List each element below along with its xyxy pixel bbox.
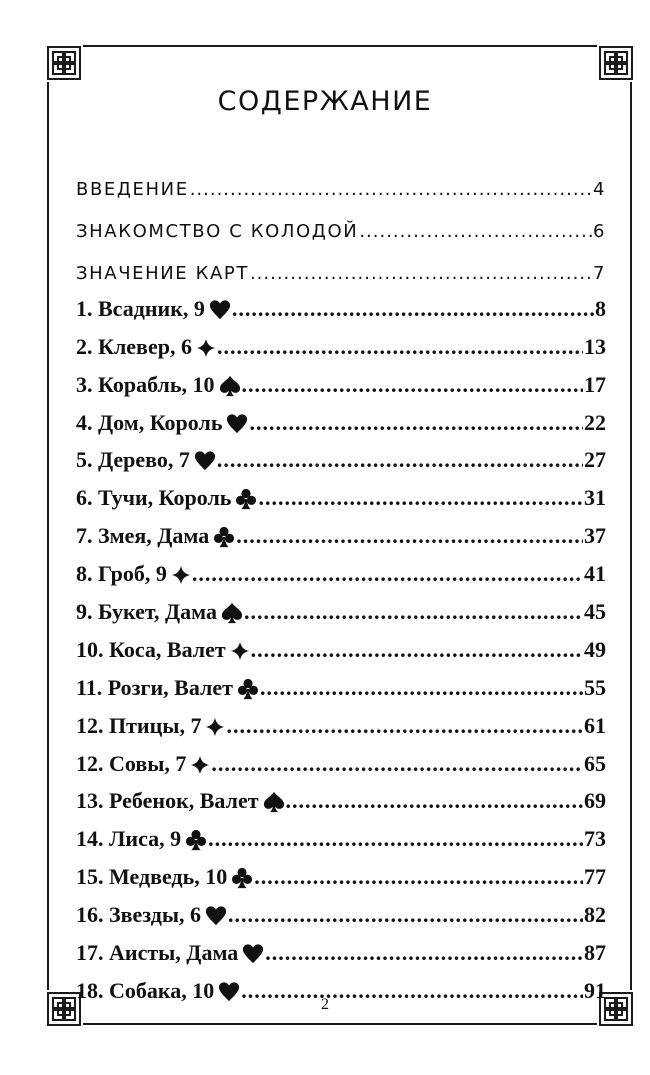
toc-page-number: 37 <box>584 523 606 549</box>
spade-icon <box>219 375 241 398</box>
toc-page-number: 13 <box>584 333 606 359</box>
toc-entry-row[interactable] <box>76 814 606 852</box>
toc-entry-title: ЗНАЧЕНИЕ КАРТ <box>76 263 249 284</box>
dot-leader <box>250 263 592 284</box>
toc-entry-title: 17. Аисты, Дама <box>76 940 239 966</box>
toc-page-number: 77 <box>584 864 606 890</box>
dot-leader <box>254 864 583 890</box>
toc-entry-row[interactable] <box>76 852 606 890</box>
toc-page-number: 65 <box>584 750 606 776</box>
toc-entry-row[interactable] <box>76 360 606 398</box>
toc-page-number: 22 <box>584 409 606 435</box>
toc-entry-title: 11. Розги, Валет <box>76 674 233 700</box>
club-icon <box>235 488 257 511</box>
club-icon <box>185 829 207 852</box>
toc-entry-title: 8. Гроб, 9 <box>76 561 167 587</box>
toc-entry-title: ЗНАКОМСТВО С КОЛОДОЙ <box>76 221 359 242</box>
diamond-icon <box>205 716 225 739</box>
toc-page-number: 7 <box>592 263 606 284</box>
toc-entry-row[interactable] <box>76 701 606 739</box>
toc-entry-title: 13. Ребенок, Валет <box>76 788 259 814</box>
toc-entry-title: 18. Собака, 10 <box>76 977 215 1003</box>
toc-page-number: 31 <box>584 485 606 511</box>
corner-ornament-icon <box>45 44 83 82</box>
dot-leader <box>232 296 594 322</box>
toc-page-number: 91 <box>584 977 606 1003</box>
heart-icon <box>194 450 216 473</box>
toc-entry-title: 2. Клевер, 6 <box>76 333 192 359</box>
toc-entry-title: 10. Коса, Валет <box>76 636 226 662</box>
heart-icon <box>242 943 264 966</box>
diamond-icon <box>171 564 191 587</box>
toc-entry-row[interactable] <box>76 663 606 701</box>
toc-page-number: 6 <box>592 221 606 242</box>
dot-leader <box>190 179 592 200</box>
toc-section-row[interactable] <box>76 200 606 242</box>
toc-page-number: 55 <box>584 674 606 700</box>
toc-page-number: 73 <box>584 826 606 852</box>
toc-entry-row[interactable] <box>76 549 606 587</box>
dot-leader <box>251 637 583 663</box>
diamond-icon <box>230 640 250 663</box>
dot-leader <box>260 675 583 701</box>
club-icon <box>231 867 253 890</box>
toc-page-number: 27 <box>584 447 606 473</box>
toc-page-number: 41 <box>584 561 606 587</box>
toc-entry-row[interactable] <box>76 511 606 549</box>
toc-entry-row[interactable] <box>76 625 606 663</box>
toc-page-number: 87 <box>584 940 606 966</box>
toc-entry-title: 3. Корабль, 10 <box>76 371 215 397</box>
dot-leader <box>249 410 583 436</box>
toc-entry-row[interactable] <box>76 284 606 322</box>
page-title: СОДЕРЖАНИЕ <box>217 86 433 117</box>
toc-entry-title: ВВЕДЕНИЕ <box>76 179 189 200</box>
dot-leader <box>226 713 583 739</box>
toc-entry-row[interactable] <box>76 473 606 511</box>
toc-entry-title: 1. Всадник, 9 <box>76 295 205 321</box>
toc-page-number: 4 <box>592 179 606 200</box>
spade-icon <box>263 791 285 814</box>
dot-leader <box>242 372 583 398</box>
toc-page-number: 17 <box>584 371 606 397</box>
dot-leader <box>359 221 592 242</box>
toc-page-number: 82 <box>584 902 606 928</box>
toc-entry-title: 6. Тучи, Король <box>76 485 232 511</box>
toc-entry-row[interactable] <box>76 928 606 966</box>
toc-entry-row[interactable] <box>76 322 606 360</box>
toc-entry-title: 14. Лиса, 9 <box>76 826 182 852</box>
toc-section-row[interactable] <box>76 158 606 200</box>
heart-icon <box>205 905 227 928</box>
dot-leader <box>236 523 583 549</box>
diamond-icon <box>196 337 216 360</box>
toc-entry-title: 4. Дом, Король <box>76 409 223 435</box>
heart-icon <box>226 413 248 436</box>
table-of-contents <box>76 158 606 1004</box>
toc-entry-title: 7. Змея, Дама <box>76 523 210 549</box>
toc-entry-title: 15. Медведь, 10 <box>76 864 228 890</box>
dot-leader <box>217 447 583 473</box>
toc-page-number: 8 <box>595 295 606 321</box>
toc-entry-title: 16. Звезды, 6 <box>76 902 202 928</box>
diamond-icon <box>190 754 210 777</box>
toc-page-number: 61 <box>584 712 606 738</box>
dot-leader <box>211 751 583 777</box>
page-number: 2 <box>321 996 329 1013</box>
dot-leader <box>192 561 583 587</box>
toc-entry-title: 12. Птицы, 7 <box>76 712 202 738</box>
toc-entry-row[interactable] <box>76 587 606 625</box>
toc-entry-row[interactable] <box>76 890 606 928</box>
toc-entry-row[interactable] <box>76 436 606 474</box>
dot-leader <box>228 902 583 928</box>
dot-leader <box>286 788 583 814</box>
club-icon <box>237 678 259 701</box>
toc-page-number: 45 <box>584 599 606 625</box>
toc-entry-row[interactable] <box>76 398 606 436</box>
toc-entry-row[interactable] <box>76 777 606 815</box>
toc-entry-title: 5. Дерево, 7 <box>76 447 190 473</box>
toc-entry-title: 9. Букет, Дама <box>76 599 218 625</box>
toc-page-number: 69 <box>584 788 606 814</box>
club-icon <box>213 526 235 549</box>
spade-icon <box>221 602 243 625</box>
corner-ornament-icon <box>597 44 635 82</box>
toc-entry-title: 12. Совы, 7 <box>76 750 187 776</box>
toc-section-row[interactable] <box>76 242 606 284</box>
dot-leader <box>208 826 583 852</box>
dot-leader <box>244 599 583 625</box>
toc-page-number: 49 <box>584 636 606 662</box>
toc-entry-row[interactable] <box>76 739 606 777</box>
heart-icon <box>209 299 231 322</box>
dot-leader <box>217 334 583 360</box>
dot-leader <box>265 940 583 966</box>
dot-leader <box>258 485 583 511</box>
